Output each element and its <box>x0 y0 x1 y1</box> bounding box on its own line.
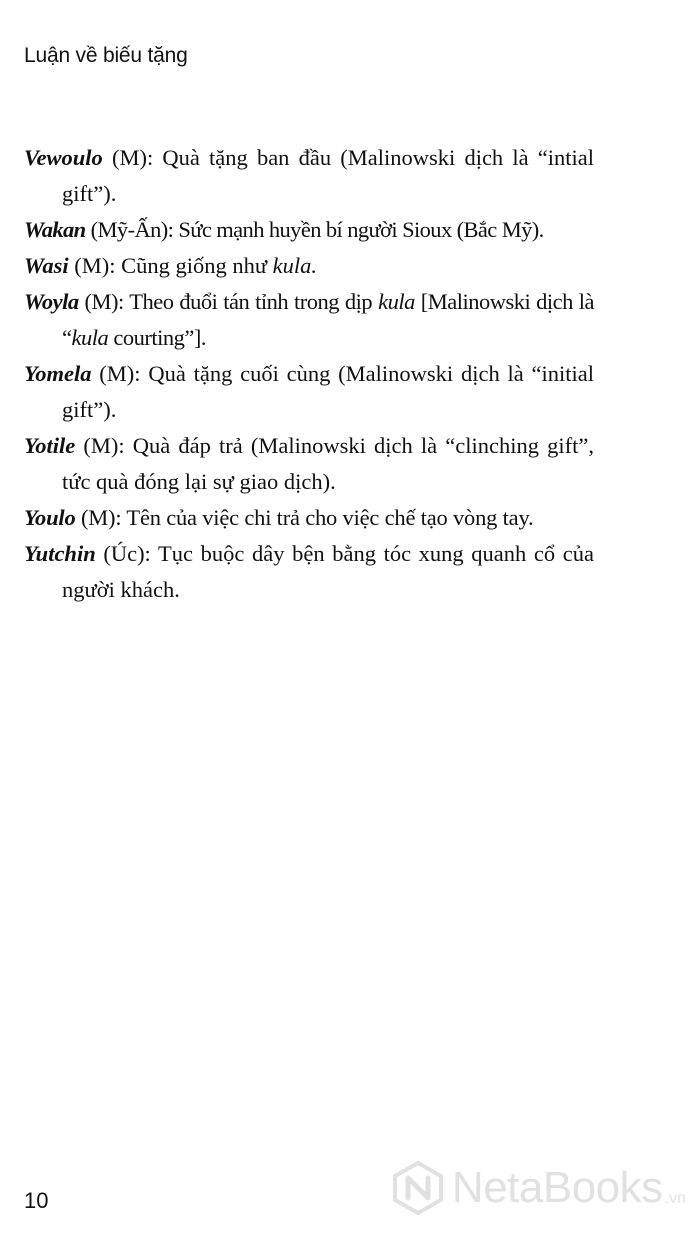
glossary-definition: (M): Quà tặng ban đầu (Malinowski dịch là “intial gift”). <box>62 145 594 206</box>
glossary-definition: (M): Quà tặng cuối cùng (Malinowski dịch là “initial gift”). <box>62 361 594 422</box>
glossary-term: Wakan <box>24 217 86 242</box>
glossary-definition: (M): Tên của việc chi trả cho việc chế tạo vòng tay. <box>75 505 534 530</box>
glossary-definition: (M): Theo đuổi tán tỉnh trong dịp <box>78 289 379 314</box>
glossary-term: Wasi <box>24 253 69 278</box>
netabooks-watermark <box>390 1160 686 1216</box>
glossary-term: Yotile <box>24 433 76 458</box>
glossary-term: Yomela <box>24 361 92 386</box>
glossary-term: Youlo <box>24 505 76 530</box>
running-header: Luận về biếu tặng <box>24 44 188 67</box>
glossary-entry-youlo <box>24 500 594 536</box>
glossary-list <box>24 140 594 608</box>
glossary-entry-wakan <box>24 212 594 248</box>
glossary-definition-mid: [Malinowski dịch là “ <box>62 289 594 350</box>
glossary-definition: (Úc): Tục buộc dây bện bằng tóc xung quanh cổ của người khách. <box>62 541 594 602</box>
glossary-term: Vewoulo <box>24 145 103 170</box>
watermark-brand: NetaBooks <box>451 1163 663 1212</box>
glossary-definition: (M): Cũng giống như <box>68 253 273 278</box>
glossary-definition: (M): Quà đáp trả (Malinowski dịch là “clinching gift”, tức quà đóng lại sự giao dịch). <box>62 433 594 494</box>
watermark-tld: .vn <box>664 1190 686 1207</box>
glossary-term: Woyla <box>24 289 79 314</box>
glossary-entry-yomela <box>24 356 594 428</box>
glossary-entry-yutchin <box>24 536 594 608</box>
glossary-italic-word: kula <box>71 325 109 350</box>
glossary-italic-word: kula <box>378 289 415 314</box>
glossary-entry-vewoulo <box>24 140 594 212</box>
glossary-entry-woyla <box>24 284 594 356</box>
glossary-entry-wasi <box>24 248 594 284</box>
page-number: 10 <box>24 1188 49 1213</box>
glossary-term: Yutchin <box>24 541 96 566</box>
glossary-definition-tail: courting”]. <box>108 325 206 350</box>
glossary-definition: (Mỹ-Ấn): Sức mạnh huyền bí người Sioux (Bắc Mỹ). <box>85 217 544 242</box>
glossary-italic-word: kula. <box>272 253 318 278</box>
glossary-entry-yotile <box>24 428 594 500</box>
netabooks-logo-icon <box>390 1160 446 1216</box>
